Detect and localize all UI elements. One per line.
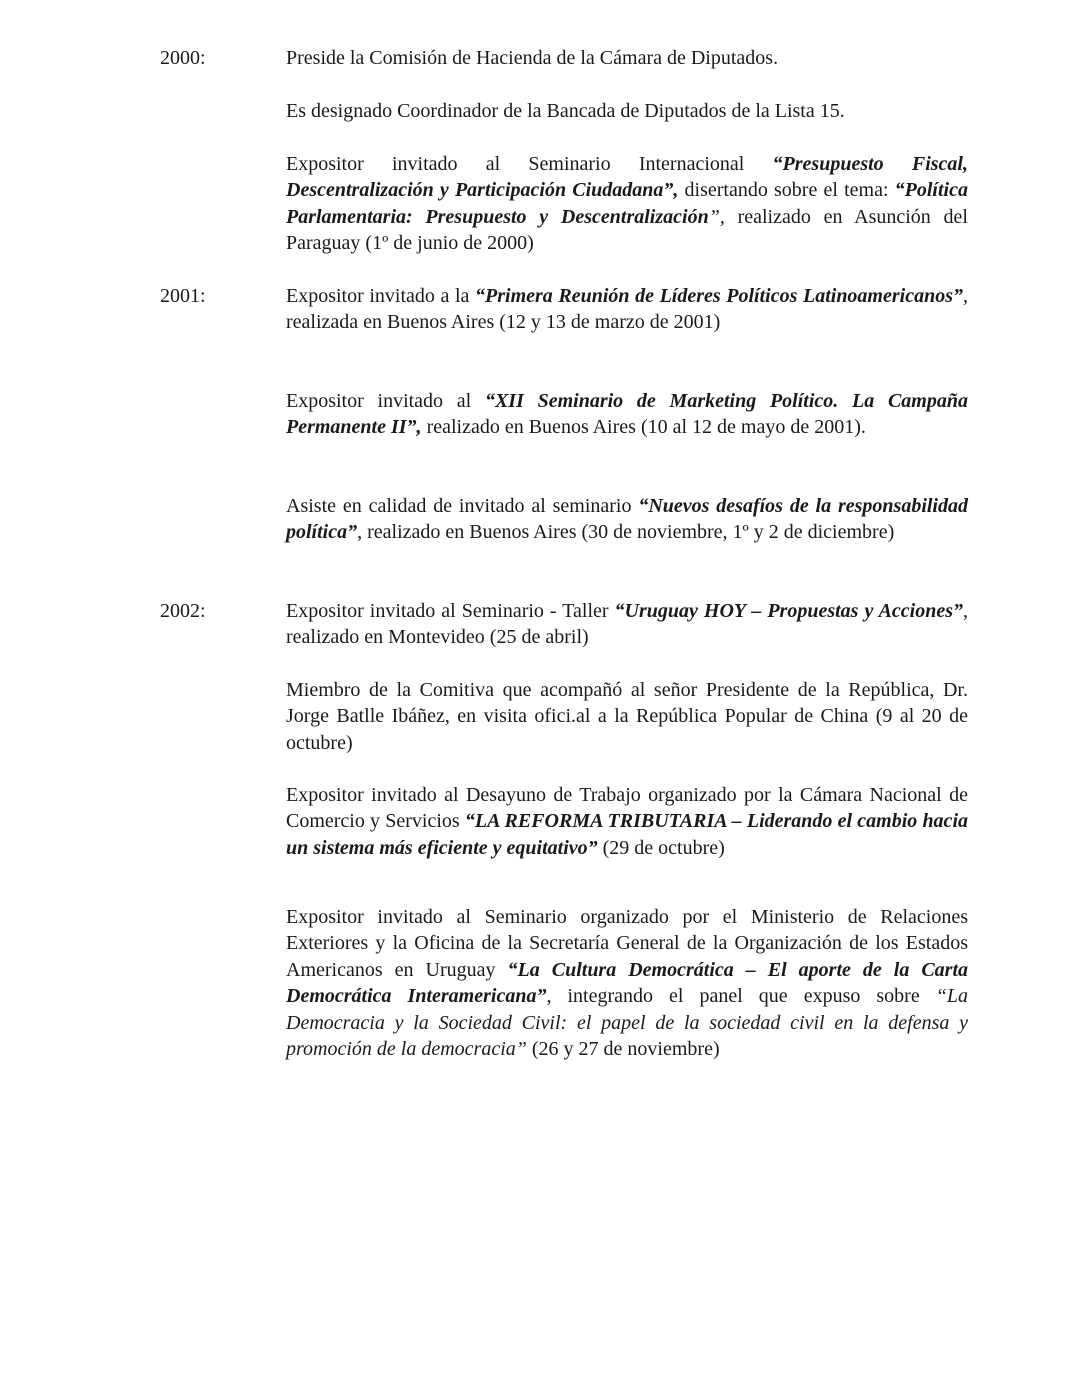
- entry-text: Expositor invitado al Seminario Internacional: [286, 153, 773, 175]
- entry-title-text: “Primera Reunión de Líderes Políticos Latinoamericanos”: [475, 285, 963, 307]
- entry-paragraph: [286, 388, 968, 441]
- entry-title-text: “Nuevos desafíos de la responsabilidad política”: [286, 495, 968, 544]
- entry-text: Preside la Comisión de Hacienda de la Cámara de Diputados.: [286, 47, 779, 69]
- entry-paragraph: [286, 598, 968, 651]
- entry-text: (29 de octubre): [597, 836, 725, 859]
- entry-title-text: “LA REFORMA TRIBUTARIA – Liderando el cambio hacia un sistema más eficiente y equitativo”: [286, 810, 968, 859]
- entry-text: Expositor invitado al Desayuno de Trabajo organizado por la Cámara Nacional de Comercio y Servicios: [286, 784, 968, 833]
- year-label: 2000:: [160, 47, 206, 69]
- entry-paragraph: [286, 151, 968, 257]
- entry-paragraph: [286, 98, 968, 124]
- entry-text: Miembro de la Comitiva que acompañó al señor Presidente de la República, Dr. Jorge Batlle Ibáñez, en visita ofici.al a la República Popular de China (9 al 20 de octubre): [286, 679, 968, 754]
- entry-text: Expositor invitado al: [286, 390, 485, 412]
- year-label: 2002:: [160, 600, 206, 622]
- entry-text: Es designado Coordinador de la Bancada de Diputados de la Lista 15.: [286, 100, 845, 122]
- entry-title-text: “La Democracia y la Sociedad Civil: el papel de la sociedad civil en la defensa y promoción de la democracia”: [286, 985, 968, 1061]
- entry-text: realizado en Asunción del Paraguay (1º de junio de 2000): [286, 205, 968, 255]
- entry-text: Expositor invitado al Seminario organizado por el Ministerio de Relaciones Exteriores y la Oficina de la Secretaría General de la Organización de los Estados Americanos en Uruguay: [286, 906, 968, 981]
- entry-title-text: ”,: [708, 205, 725, 228]
- entry-text: , realizada en Buenos Aires (12 y 13 de marzo de 2001): [286, 285, 968, 334]
- entry-title-text: “XII Seminario de Marketing Político. La Campaña Permanente II”,: [286, 390, 968, 439]
- entry-text: , realizado en Buenos Aires (30 de noviembre, 1º y 2 de diciembre): [357, 521, 895, 544]
- entry-paragraph: [286, 904, 968, 1062]
- entry-paragraph: [286, 45, 968, 71]
- entry-paragraph: [286, 677, 968, 756]
- entry-paragraph: [286, 283, 968, 336]
- entry-text: (26 y 27 de noviembre): [526, 1038, 720, 1061]
- entry-text: Asiste en calidad de invitado al seminario: [286, 495, 639, 517]
- entry-title-text: “Presupuesto Fiscal, Descentralización y Participación Ciudadana”,: [286, 153, 968, 202]
- entry-title-text: “La Cultura Democrática – El aporte de la Carta Democrática Interamericana”: [286, 958, 969, 1008]
- entry-text: , integrando el panel que expuso sobre: [546, 985, 936, 1008]
- entry-paragraph: [286, 493, 968, 546]
- entry-text: realizado en Buenos Aires (10 al 12 de mayo de 2001).: [421, 416, 866, 439]
- entry-title-text: “Uruguay HOY – Propuestas y Acciones”: [614, 600, 964, 622]
- entry-text: Expositor invitado al Seminario - Taller: [286, 600, 615, 622]
- entry-title-text: “Política Parlamentaria: Presupuesto y Descentralización: [286, 179, 968, 228]
- entry-text: disertando sobre el tema:: [678, 179, 895, 202]
- entry-paragraph: [286, 782, 968, 861]
- entry-text: Expositor invitado a la: [286, 285, 476, 307]
- year-label: 2001:: [160, 285, 206, 307]
- entry-text: , realizado en Montevideo (25 de abril): [286, 600, 969, 649]
